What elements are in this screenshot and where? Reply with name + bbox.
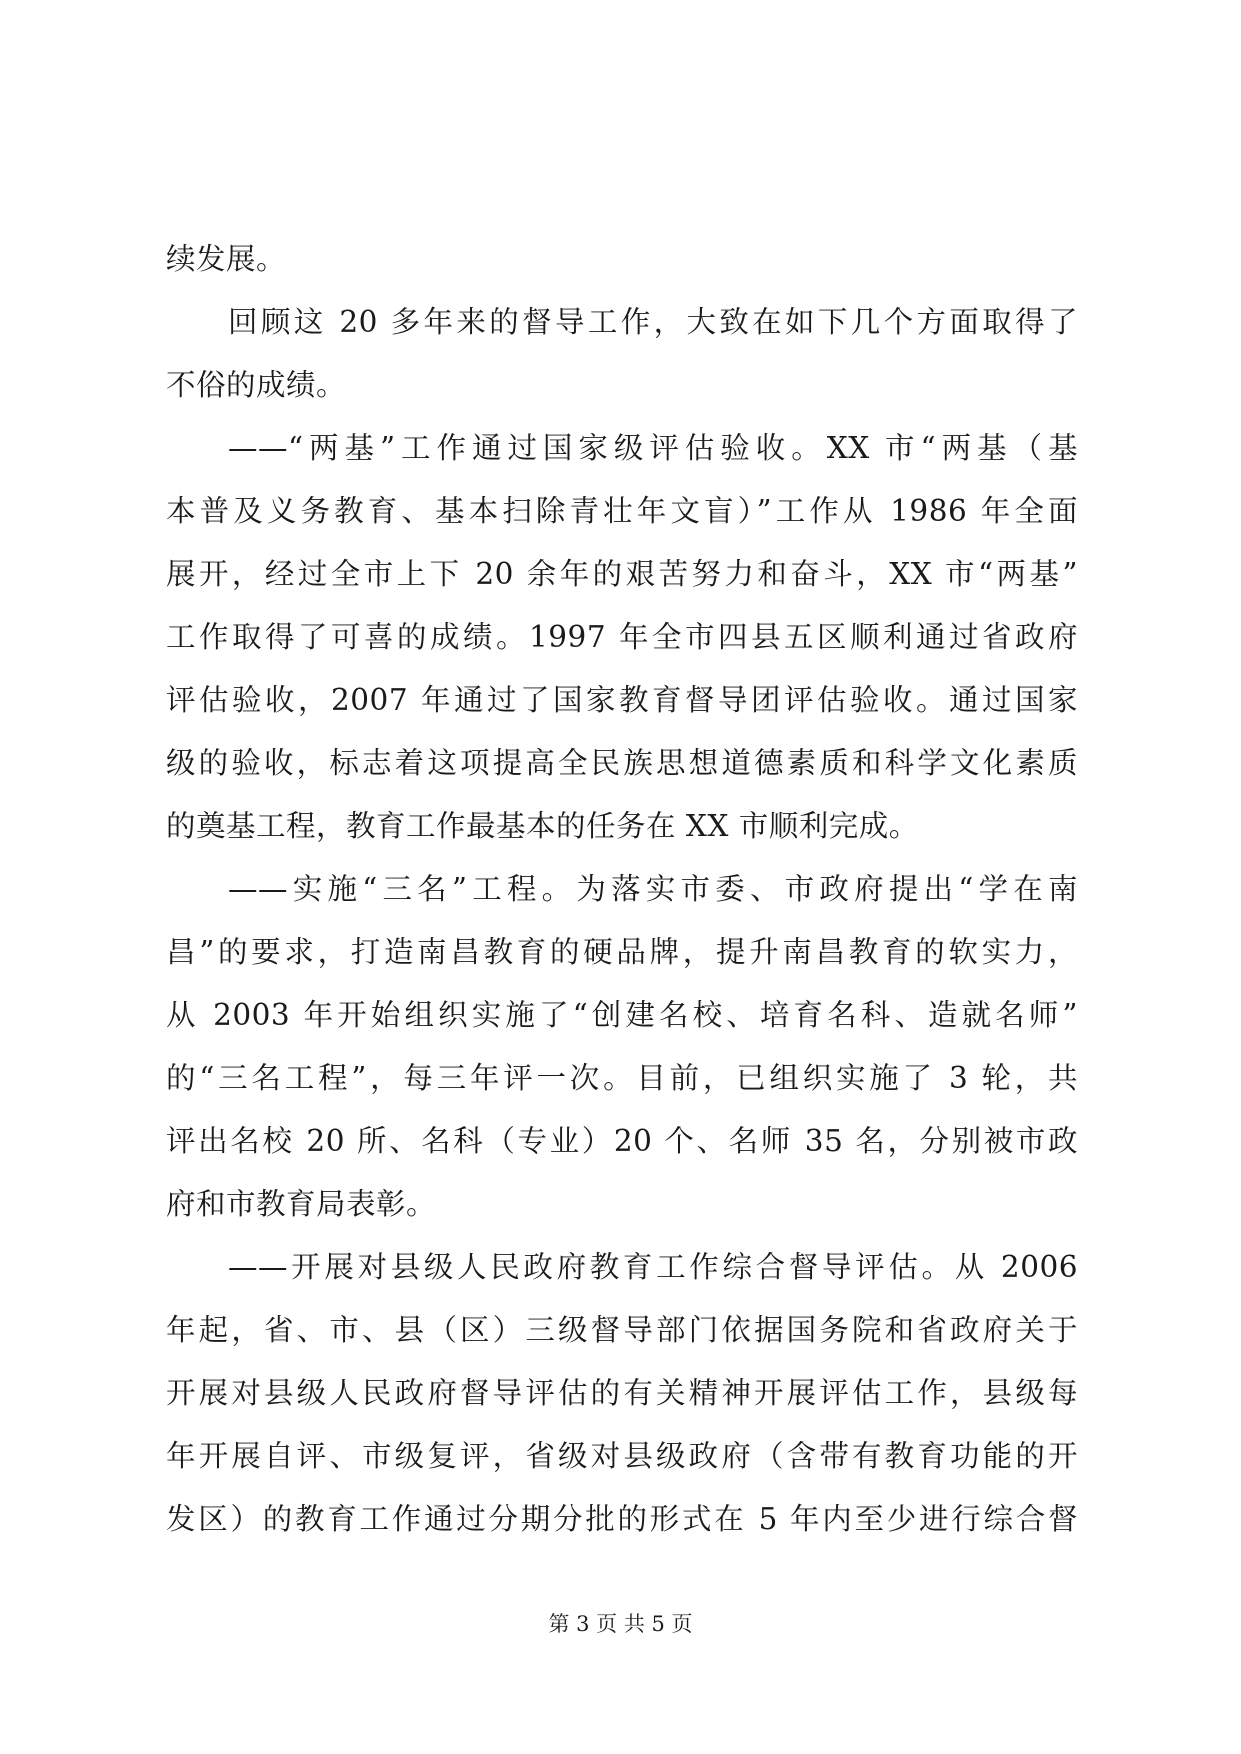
- text-line: ——“两基”工作通过国家级评估验收。XX 市“两基（基: [228, 431, 1078, 465]
- document-body: [166, 228, 1078, 1551]
- text-line: ——开展对县级人民政府教育工作综合督导评估。从 2006: [228, 1250, 1078, 1284]
- text-line: 展开，经过全市上下 20 余年的艰苦努力和奋斗，XX 市“两基”: [166, 557, 1078, 591]
- text-line: 工作取得了可喜的成绩。1997 年全市四县五区顺利通过省政府: [166, 620, 1078, 654]
- text-line: 续发展。: [166, 242, 287, 276]
- text-line: 从 2003 年开始组织实施了“创建名校、培育名科、造就名师”: [166, 998, 1078, 1032]
- text-line: 级的验收，标志着这项提高全民族思想道德素质和科学文化素质: [166, 746, 1078, 780]
- text-line: 府和市教育局表彰。: [166, 1187, 437, 1221]
- text-line: 年开展自评、市级复评，省级对县级政府（含带有教育功能的开: [166, 1439, 1078, 1473]
- text-line: 发区）的教育工作通过分期分批的形式在 5 年内至少进行综合督: [166, 1502, 1078, 1536]
- text-line: 昌”的要求，打造南昌教育的硬品牌，提升南昌教育的软实力，: [166, 935, 1078, 969]
- text-line: 的“三名工程”，每三年评一次。目前，已组织实施了 3 轮，共: [166, 1061, 1078, 1095]
- text-line: 不俗的成绩。: [166, 368, 347, 402]
- text-line: 回顾这 20 多年来的督导工作，大致在如下几个方面取得了: [228, 305, 1078, 339]
- page-footer: 第 3 页 共 5 页: [548, 1612, 693, 1636]
- text-line: 评估验收，2007 年通过了国家教育督导团评估验收。通过国家: [166, 683, 1078, 717]
- text-line: ——实施“三名”工程。为落实市委、市政府提出“学在南: [228, 872, 1078, 906]
- text-line: 本普及义务教育、基本扫除青壮年文盲）”工作从 1986 年全面: [166, 494, 1078, 528]
- text-line: 年起，省、市、县（区）三级督导部门依据国务院和省政府关于: [166, 1313, 1078, 1347]
- text-line: 开展对县级人民政府督导评估的有关精神开展评估工作，县级每: [166, 1376, 1078, 1410]
- text-line: 的奠基工程，教育工作最基本的任务在 XX 市顺利完成。: [166, 809, 919, 843]
- text-line: 评出名校 20 所、名科（专业）20 个、名师 35 名，分别被市政: [166, 1124, 1078, 1158]
